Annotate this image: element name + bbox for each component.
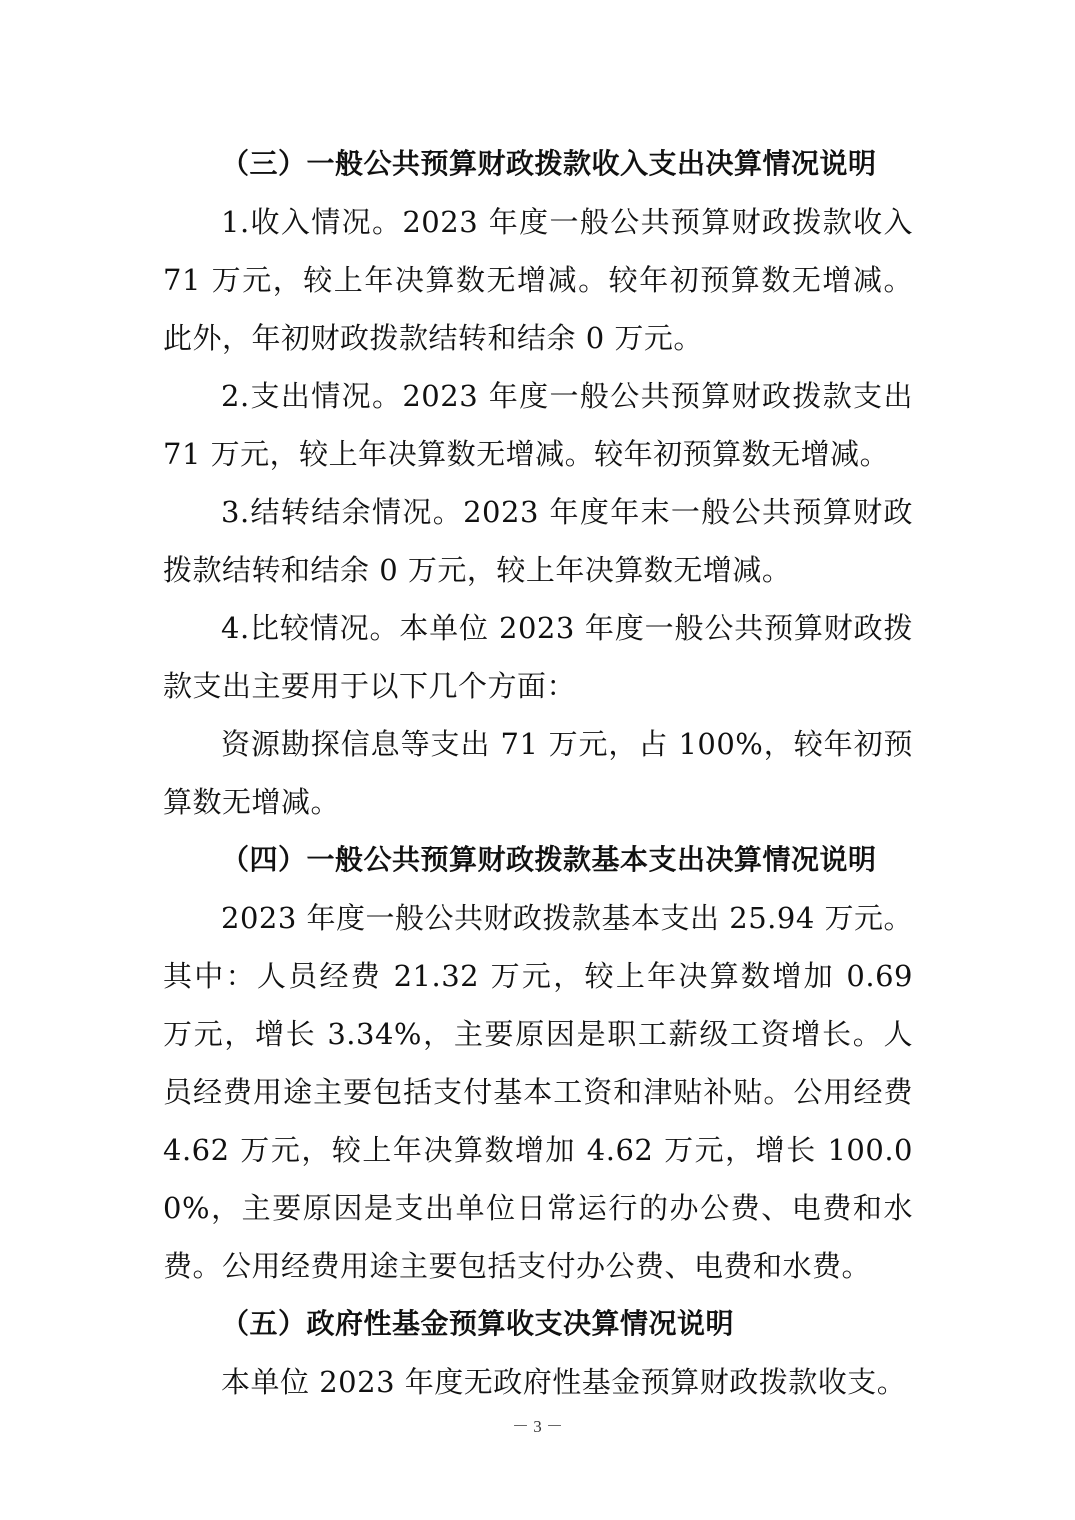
document-body <box>163 135 913 1411</box>
section-heading-4: （四）一般公共预算财政拨款基本支出决算情况说明 <box>221 843 877 876</box>
section-heading-3: （三）一般公共预算财政拨款收入支出决算情况说明 <box>221 147 877 180</box>
paragraph-government-fund: 本单位 2023 年度无政府性基金预算财政拨款收支。 <box>221 1365 907 1399</box>
paragraph-expenditure: 2.支出情况。2023 年度一般公共预算财政拨款支出 71 万元，较上年决算数无增减。较年初预算数无增减。 <box>163 379 913 471</box>
paragraph-carryover: 3.结转结余情况。2023 年度年末一般公共预算财政拨款结转和结余 0 万元，较上年决算数无增减。 <box>163 495 913 587</box>
paragraph-resource-exploration: 资源勘探信息等支出 71 万元，占 100%，较年初预算数无增减。 <box>163 727 913 819</box>
paragraph-comparison: 4.比较情况。本单位 2023 年度一般公共预算财政拨款支出主要用于以下几个方面： <box>163 611 913 703</box>
paragraph-basic-expenditure: 2023 年度一般公共财政拨款基本支出 25.94 万元。其中：人员经费 21.32 万元，较上年决算数增加 0.69 万元，增长 3.34%，主要原因是职工薪级工资增长。人员经费用途主要包括支付基本工资和津贴补贴。公用经费 4.62 万元，较上年决算数增加 4.62 万元，增长 100.00%，主要原因是支出单位日常运行的办公费、电费和水费。公用经费用途主要包括支付办公费、电费和水费。 <box>163 901 913 1283</box>
section-heading-5: （五）政府性基金预算收支决算情况说明 <box>221 1307 735 1340</box>
paragraph-income: 1.收入情况。2023 年度一般公共预算财政拨款收入 71 万元，较上年决算数无增减。较年初预算数无增减。此外，年初财政拨款结转和结余 0 万元。 <box>163 205 913 355</box>
page-number: － 3 － <box>512 1417 563 1436</box>
